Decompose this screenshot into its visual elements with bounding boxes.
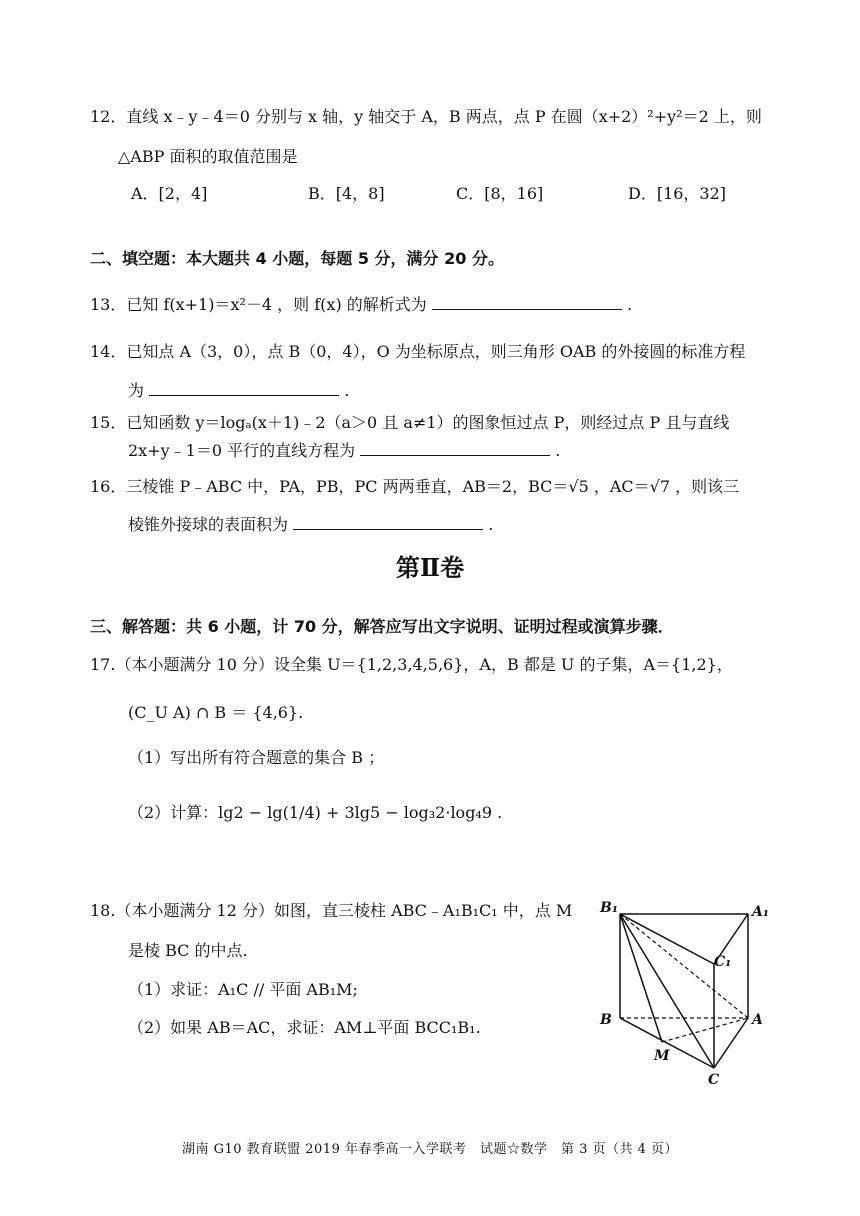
q15-line2-text: 2x+y﹣1＝0 平行的直线方程为 xyxy=(128,441,356,460)
q17-line2: (C_U A) ∩ B ＝ {4,6}. xyxy=(128,703,304,722)
section-3-heading: 三、解答题：共 6 小题，计 70 分，解答应写出文字说明、证明过程或演算步骤． xyxy=(90,617,674,636)
q14-line2 xyxy=(128,378,349,401)
label-c: C xyxy=(708,1072,720,1088)
q12-line1: 12．直线 x﹣y﹣4＝0 分别与 x 轴，y 轴交于 A，B 两点，点 P 在圆（x+2）²+y²＝2 上，则 xyxy=(90,107,762,126)
page-footer: 湖南 G10 教育联盟 2019 年春季高一入学联考 试题☆数学 第 3 页（共 4 页） xyxy=(181,1142,679,1157)
label-a: A xyxy=(752,1012,763,1028)
q18-part1: （1）求证：A₁C // 平面 AB₁M; xyxy=(128,980,358,999)
q12-option-d: D．[16，32] xyxy=(628,184,727,203)
edge-b1-c xyxy=(620,914,714,1068)
q14-end: . xyxy=(344,381,350,400)
q12-option-a: A．[2，4] xyxy=(131,184,208,203)
q16-line2 xyxy=(128,512,493,535)
q13-text: 13．已知 f(x+1)＝x²－4 ，则 f(x) 的解析式为 xyxy=(90,295,427,314)
edge-m-a-hidden xyxy=(662,1018,748,1042)
q13-line xyxy=(90,292,632,315)
prism-figure xyxy=(596,892,776,1092)
q18-line1: 18.（本小题满分 12 分）如图，直三棱柱 ABC﹣A₁B₁C₁ 中，点 M xyxy=(90,901,573,920)
q12-line2: △ABP 面积的取值范围是 xyxy=(118,147,298,166)
part-title: 第Ⅱ卷 xyxy=(395,553,465,582)
q12-option-c: C．[8，16] xyxy=(456,184,544,203)
q14-answer-blank[interactable] xyxy=(149,381,339,396)
q18-line2: 是棱 BC 的中点. xyxy=(128,941,248,960)
q13-answer-blank[interactable] xyxy=(432,295,622,310)
q13-end: . xyxy=(626,295,633,314)
q14-line1: 14．已知点 A（3，0），点 B（0，4），O 为坐标原点，则三角形 OAB 的外接圆的标准方程 xyxy=(90,342,746,361)
q12-option-b: B．[4，8] xyxy=(308,184,385,203)
q16-end: . xyxy=(488,515,494,534)
q16-line2-text: 棱锥外接球的表面积为 xyxy=(128,515,289,534)
q17-part1: （1）写出所有符合题意的集合 B ； xyxy=(128,748,385,767)
q16-line1: 16．三棱锥 P﹣ABC 中，PA，PB，PC 两两垂直，AB＝2，BC＝√5 ，AC＝√7 ，则该三 xyxy=(90,477,740,496)
label-a1: A₁ xyxy=(752,904,769,920)
q17-line1: 17.（本小题满分 10 分）设全集 U＝{1,2,3,4,5,6}，A，B 都是 U 的子集，A＝{1,2}， xyxy=(90,655,733,674)
label-b: B xyxy=(600,1012,612,1028)
q15-answer-blank[interactable] xyxy=(360,441,550,456)
label-c1: C₁ xyxy=(714,954,732,970)
q18-part2: （2）如果 AB＝AC，求证：AM⊥平面 BCC₁B₁. xyxy=(128,1018,481,1037)
q14-line2-text: 为 xyxy=(128,381,145,400)
label-b1: B₁ xyxy=(600,900,618,916)
q15-line2 xyxy=(128,438,560,461)
q17-part2: （2）计算：lg2 − lg(1/4) + 3lg5 − log₃2·log₄9 . xyxy=(128,803,503,822)
q15-end: . xyxy=(555,441,561,460)
section-2-heading: 二、填空题：本大题共 4 小题，每题 5 分，满分 20 分。 xyxy=(90,249,504,268)
q16-answer-blank[interactable] xyxy=(293,515,483,530)
q15-line1: 15．已知函数 y＝logₐ(x＋1)﹣2（a＞0 且 a≠1）的图象恒过点 P，则经过点 P 且与直线 xyxy=(90,413,730,432)
label-m: M xyxy=(654,1048,670,1064)
